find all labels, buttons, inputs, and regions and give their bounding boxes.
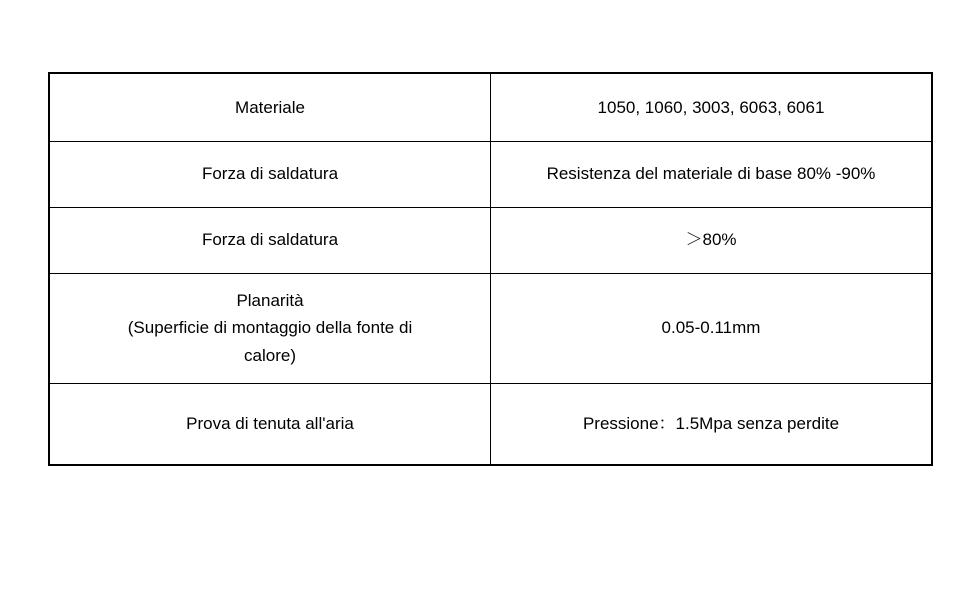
table-row xyxy=(49,73,932,141)
table-row xyxy=(49,383,932,465)
row-value-flatness: 0.05-0.11mm xyxy=(491,273,933,383)
table-body xyxy=(49,73,932,465)
specification-table xyxy=(48,72,933,466)
table-row xyxy=(49,141,932,207)
flatness-label-line-2: (Superficie di montaggio della fonte di xyxy=(127,318,413,338)
row-value-welding-strength-1: Resistenza del materiale di base 80% -90% xyxy=(491,141,933,207)
row-value-air-tightness: Pressione：1.5Mpa senza perdite xyxy=(491,383,933,465)
flatness-label-line-1: Planarità xyxy=(236,291,304,311)
flatness-label-line-3: calore) xyxy=(244,345,296,365)
specification-table-container xyxy=(48,72,880,466)
table-row xyxy=(49,207,932,273)
row-label-welding-strength-1: Forza di saldatura xyxy=(49,141,491,207)
row-label-air-tightness: Prova di tenuta all'aria xyxy=(49,383,491,465)
row-label-flatness xyxy=(49,273,491,383)
table-row xyxy=(49,273,932,383)
row-value-material: 1050, 1060, 3003, 6063, 6061 xyxy=(491,73,933,141)
row-value-welding-strength-2: ＞80% xyxy=(491,207,933,273)
row-label-material: Materiale xyxy=(49,73,491,141)
row-label-welding-strength-2: Forza di saldatura xyxy=(49,207,491,273)
